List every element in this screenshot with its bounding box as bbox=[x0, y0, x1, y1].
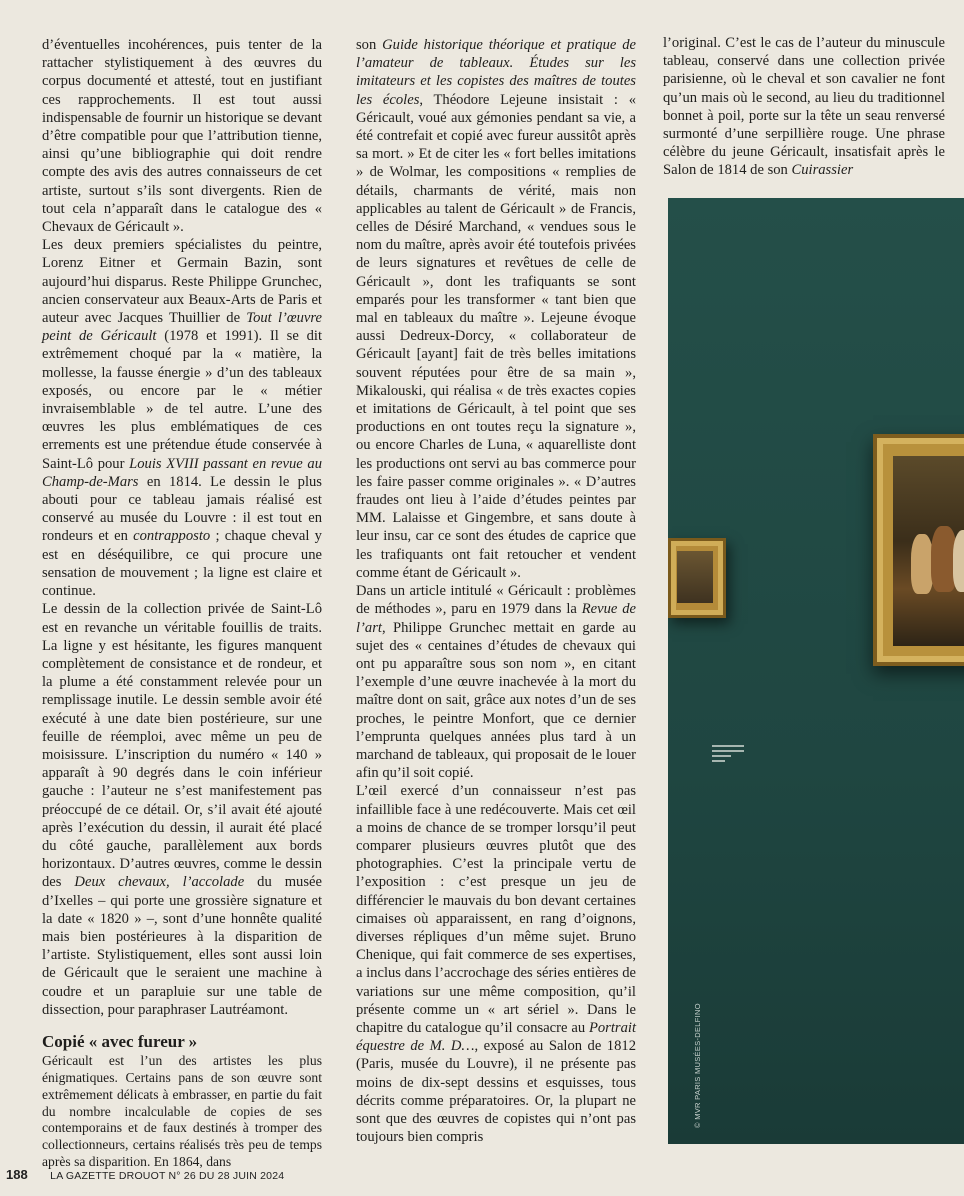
paragraph: L’œil exercé d’un connaisseur n’est pas infaillible face à une redécouverte. Mais cet œil a moins de chance de se tromper lorsqu’il peut comparer plusieurs œuvres plutôt que des photographies. C’est la principale vertu de l’exposition : c’est presque un jeu de différencier le mauvais du bon devant certaines cimaises où apparaissent, en rang d’oignons, diverses répliques d’un même sujet. Bruno Chenique, qui fait commerce de ses expertises, a inclus dans l’accrochage des séries entières de variations sur une même composition, qu’il présente comme un « art sériel ». Dans le chapitre du catalogue qu’il consacre au Portrait équestre de M. D…, exposé au Salon de 1812 (Paris, musée du Louvre), il ne présente pas moins de dix-sept dessins et esquisses, tous décrits comme préparatoires. Or, la plupart ne sont que des œuvres de copistes qui n’ont pas toujours bien compris bbox=[356, 783, 636, 1146]
text-column-2 bbox=[356, 36, 636, 1146]
small-framed-painting bbox=[668, 538, 726, 618]
paragraph: Dans un article intitulé « Géricault : problèmes de méthodes », paru en 1979 dans la Revue de l’art, Philippe Grunchec mettait en garde au sujet des « centaines d’études de chevaux qui ont pu apparaître sous son nom », en citant l’exemple d’une œuvre inachevée à la mort du maître dont on sait, grâce aux notes d’un de ses proches, le peintre Monfort, que ce dernier l’emprunta quelques années plus tard à un marchand de tableaux, qui proposait de le louer afin qu’il soit copié. bbox=[356, 583, 636, 782]
paragraph: son Guide historique théorique et pratique de l’amateur de tableaux. Études sur les imitateurs et les copistes des maîtres de toutes les écoles, Théodore Lejeune insistait : « Géricault, voué aux gémonies pendant sa vie, a été contrefait et copié avec fureur aussitôt après sa mort. » Et de citer les « fort belles imitations » de Wolmar, les compositions « remplies de détails, charmants de vérité, mais non applicables au talent de Géricault » de Francis, celles de Désiré Marchand, « vendues sous le nom du maître, après avoir été toutefois privées de leurs signatures et revêtues de celle de Géricault », dont les trafiquants se sont emparés pour les transformer « tant bien que mal en tableaux du maître ». Lejeune évoque aussi Dedreux-Dorcy, « collaborateur de Géricault [ayant] fait de très belles imitations souvent réputées pour être de sa main », Mikalouski, qui réalisa « de très exactes copies et imitations de Géricault, à tel point que ses productions en ont toutes reçu la signature », ou encore Charles de Luna, « aquarelliste dont les productions ont servi au bas commerce pour les faire passer comme originales ». « D’autres fraudes ont lieu à l’aide d’études peintes par MM. Lalaisse et Gingembre, et sans doute à leur insu, car ce sont des études de caprice que les trafiquants ont fait retoucher et vendent comme étant de Géricault ». bbox=[356, 37, 636, 581]
photo-credit: © MVR PARIS MUSÉES-DELFINO bbox=[693, 1003, 702, 1128]
framed-painting bbox=[873, 434, 964, 666]
section-subheading: Copié « avec fureur » bbox=[42, 1031, 198, 1051]
exhibition-photo bbox=[668, 198, 964, 1144]
page-number: 188 bbox=[6, 1167, 28, 1182]
publication-info: LA GAZETTE DROUOT N° 26 DU 28 JUIN 2024 bbox=[50, 1170, 285, 1182]
page-footer bbox=[6, 1166, 284, 1184]
paragraph: Les deux premiers spécialistes du peintre, Lorenz Eitner et Germain Bazin, sont aujourd’hui disparus. Reste Philippe Grunchec, ancien conservateur aux Beaux-Arts de Paris et auteur avec Jacques Thuillier de Tout l’œuvre peint de Géricault (1978 et 1991). Il se dit extrêmement choqué par la « matière, la mollesse, la fausse énergie » d’un des tableaux exposés, ou encore par le « métier invraisemblable » de tel autre. L’une des œuvres les plus emblématiques de ces errements est une prétendue étude conservée à Saint-Lô pour Louis XVIII passant en revue au Champ-de-Mars en 1814. Le dessin le plus abouti pour ce tableau jamais réalisé est conservé au musée du Louvre : il est tout en rondeurs et en contrapposto ; chaque cheval y est en déséquilibre, ce qui procure une sensation de mouvement ; la ligne est claire et continue. bbox=[42, 237, 322, 600]
wall-label bbox=[712, 742, 744, 768]
text-column-3 bbox=[663, 34, 945, 180]
paragraph: Géricault est l’un des artistes les plus énigmatiques. Certains pans de son œuvre sont extrêmement délicats à embrasser, en partie du fait du nombre incalculable de copies de ses contemporains et de faux destinés à tromper des collectionneurs, certains réalisés très peu de temps après sa disparition. En 1864, dans bbox=[42, 1053, 322, 1169]
paragraph: d’éventuelles incohérences, puis tenter de la rattacher stylistiquement à des œuvres du corpus documenté et attesté, tout en justifiant ces rapprochements. Il est tout aussi indispensable de fournir un historique se devant d’être compatible pour que l’attribution tienne, ainsi qu’une bibliographie qui doit rendre compte des avis des autres connaisseurs de cet artiste, surtout s’ils sont divergents. Rien de tout cela n’apparaît dans le catalogue des « Chevaux de Géricault ». bbox=[42, 37, 322, 236]
text-column-1 bbox=[42, 36, 322, 1171]
paragraph: l’original. C’est le cas de l’auteur du minuscule tableau, conservé dans une collection privée parisienne, où le cheval et son cavalier ne font qu’un mais où le second, au lieu du traditionnel bonnet à poil, porte sur la tête un seau renversé surmonté d’une serpillière rouge. Une phrase célèbre du jeune Géricault, insatisfait après le Salon de 1814 de son Cuirassier bbox=[663, 35, 945, 179]
paragraph: Le dessin de la collection privée de Saint-Lô est en revanche un véritable fouillis de traits. La ligne y est hésitante, les figures manquent complètement de consistance et de rondeur, et la plume a été constamment relevée pour un remplissage inutile. Le dessin semble avoir été exécuté à une date bien postérieure, sur une feuille de réemploi, avec même un peu de moisissure. L’inscription du numéro « 140 » apparaît à 90 degrés dans le coin inférieur gauche : l’auteur ne s’est manifestement pas préoccupé de ce détail. Or, s’il avait été ajouté après l’exécution du dessin, il aurait été placé du côté gauche, parallèlement aux bords horizontaux. D’autres œuvres, comme le dessin des Deux chevaux, l’accolade du musée d’Ixelles – qui porte une grossière signature et la date « 1820 » –, sont d’une honnête qualité mais bien postérieures à la disparition de l’artiste. Stylistiquement, elles sont aussi loin de Géricault que le seraient une machine à coudre et un parapluie sur une table de dissection, pour paraphraser Lautréamont. bbox=[42, 601, 322, 1018]
